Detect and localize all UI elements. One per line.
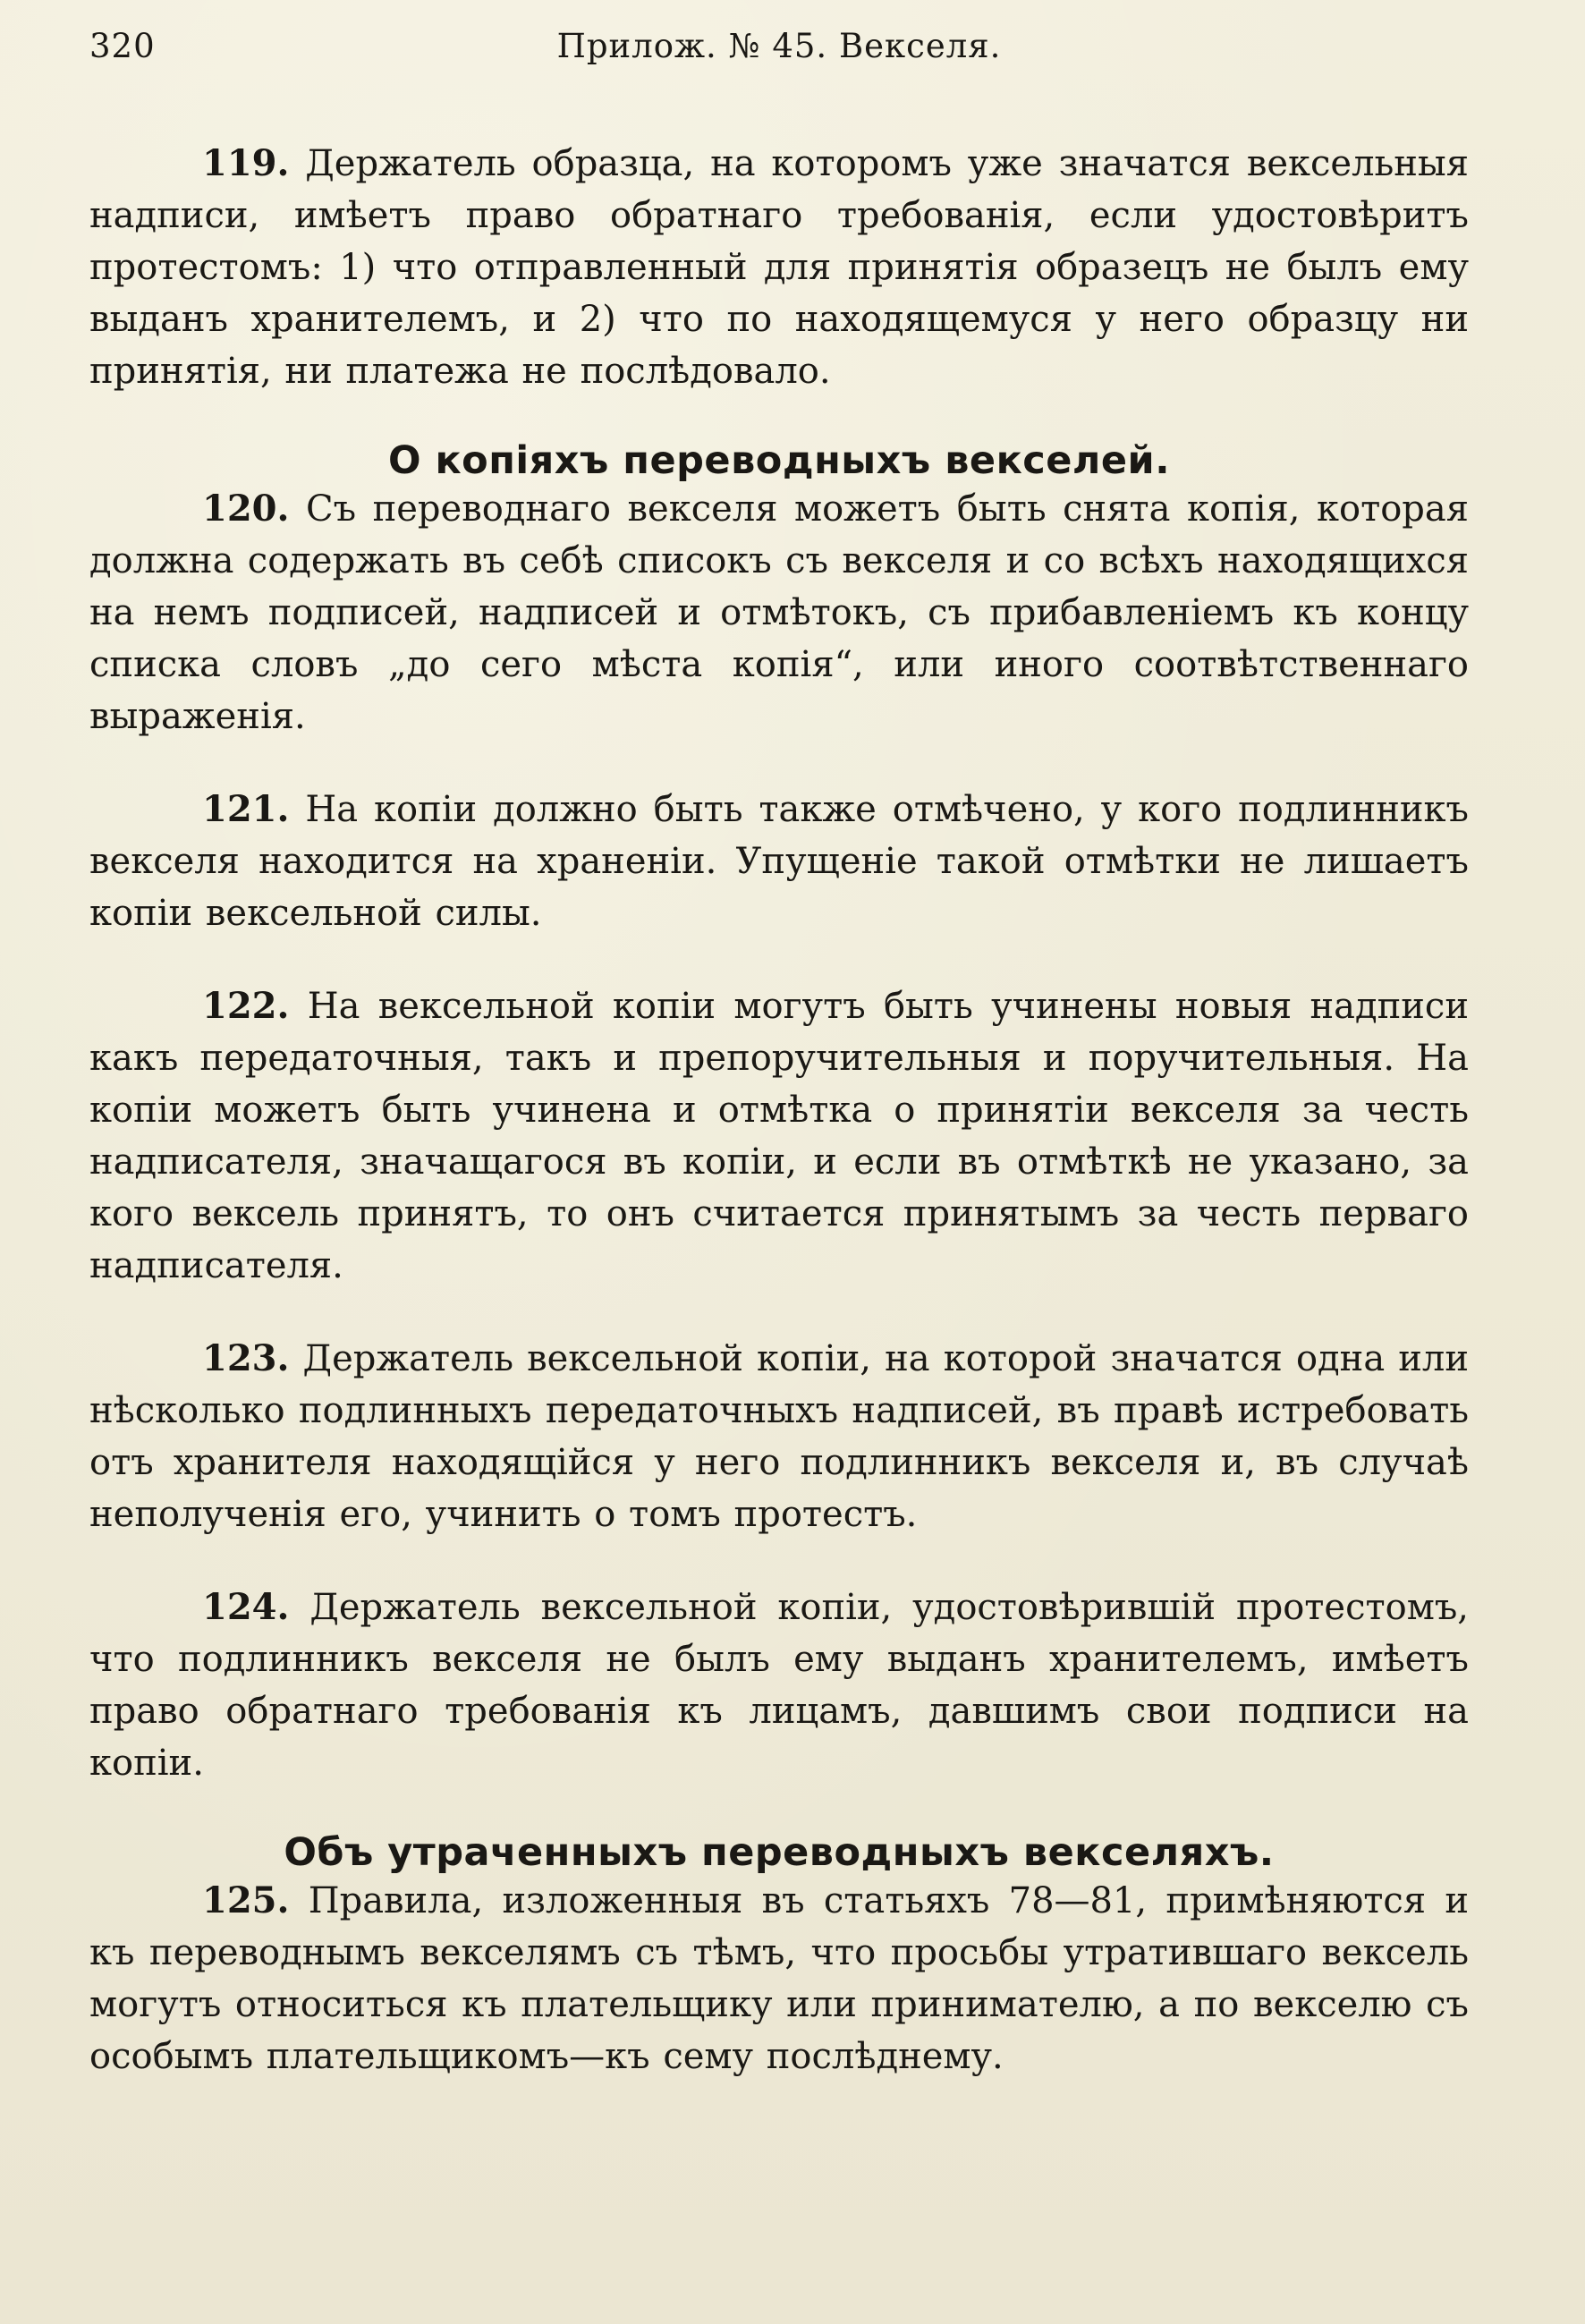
article-123 xyxy=(89,1333,1469,1540)
article-number: 120. xyxy=(202,488,290,530)
article-number: 125. xyxy=(202,1879,290,1921)
running-head-title: Прилож. № 45. Векселя. xyxy=(556,27,1002,65)
article-number: 119. xyxy=(202,142,290,184)
article-text: Правила, изложенныя въ статьяхъ 78—81, примѣняются и къ переводнымъ векселямъ съ тѣмъ, что просьбы утратившаго вексель могутъ относиться къ плательщику или принимателю, а по векселю съ особымъ плательщикомъ—къ сему послѣднему. xyxy=(89,1880,1469,2077)
body-text xyxy=(89,138,1469,2082)
section-heading-copies: О копіяхъ переводныхъ векселей. xyxy=(387,438,1171,483)
article-text: Держатель вексельной копіи, на которой значатся одна или нѣсколько подлинныхъ передаточныхъ надписей, въ правѣ истребовать отъ хранителя находящійся у него подлинникъ векселя и, въ случаѣ неполученія его, учинить о томъ протестъ. xyxy=(89,1338,1470,1535)
article-119 xyxy=(89,138,1469,397)
article-number: 124. xyxy=(202,1586,290,1628)
article-text: На копіи должно быть также отмѣчено, у кого подлинникъ векселя находится на храненіи. Упущеніе такой отмѣтки не лишаетъ копіи вексельной силы. xyxy=(89,789,1470,934)
article-text: На вексельной копіи могутъ быть учинены новыя надписи какъ передаточныя, такъ и препоручительныя и поручительныя. На копіи можетъ быть учинена и отмѣтка о принятіи векселя за честь надписателя, значащагося въ копіи, и если въ отмѣткѣ не указано, за кого вексель принятъ, то онъ считается принятымъ за честь перваго надписателя. xyxy=(89,986,1469,1286)
article-number: 122. xyxy=(202,985,290,1027)
article-124 xyxy=(89,1582,1469,1789)
section-heading-lost-bills: Объ утраченныхъ переводныхъ векселяхъ. xyxy=(284,1830,1275,1875)
article-121 xyxy=(89,784,1469,939)
article-text: Держатель вексельной копіи, удостовѣрившій протестомъ, что подлинникъ векселя не былъ ему выданъ хранителемъ, имѣетъ право обратнаго требованія къ лицамъ, давшимъ свои подписи на копіи. xyxy=(89,1587,1469,1784)
article-text: Держатель образца, на которомъ уже значатся вексельныя надписи, имѣетъ право обратнаго требованія, если удостовѣритъ протестомъ: 1) что отправленный для принятія образецъ не былъ ему выданъ хранителемъ, и 2) что по находящемуся у него образцу ни принятія, ни платежа не послѣдовало. xyxy=(89,143,1470,392)
article-number: 121. xyxy=(202,788,290,830)
running-head xyxy=(89,20,1469,73)
article-text: Съ переводнаго векселя можетъ быть снята копія, которая должна содержать въ себѣ списокъ съ векселя и со всѣхъ находящихся на немъ подписей, надписей и отмѣтокъ, съ прибавленіемъ къ концу списка словъ „до сего мѣста копія“, или иного соотвѣтственнаго выраженія. xyxy=(89,488,1469,737)
article-120 xyxy=(89,483,1469,742)
article-122 xyxy=(89,980,1469,1292)
page-number: 320 xyxy=(89,27,156,65)
article-125 xyxy=(89,1875,1469,2082)
article-number: 123. xyxy=(202,1337,290,1379)
